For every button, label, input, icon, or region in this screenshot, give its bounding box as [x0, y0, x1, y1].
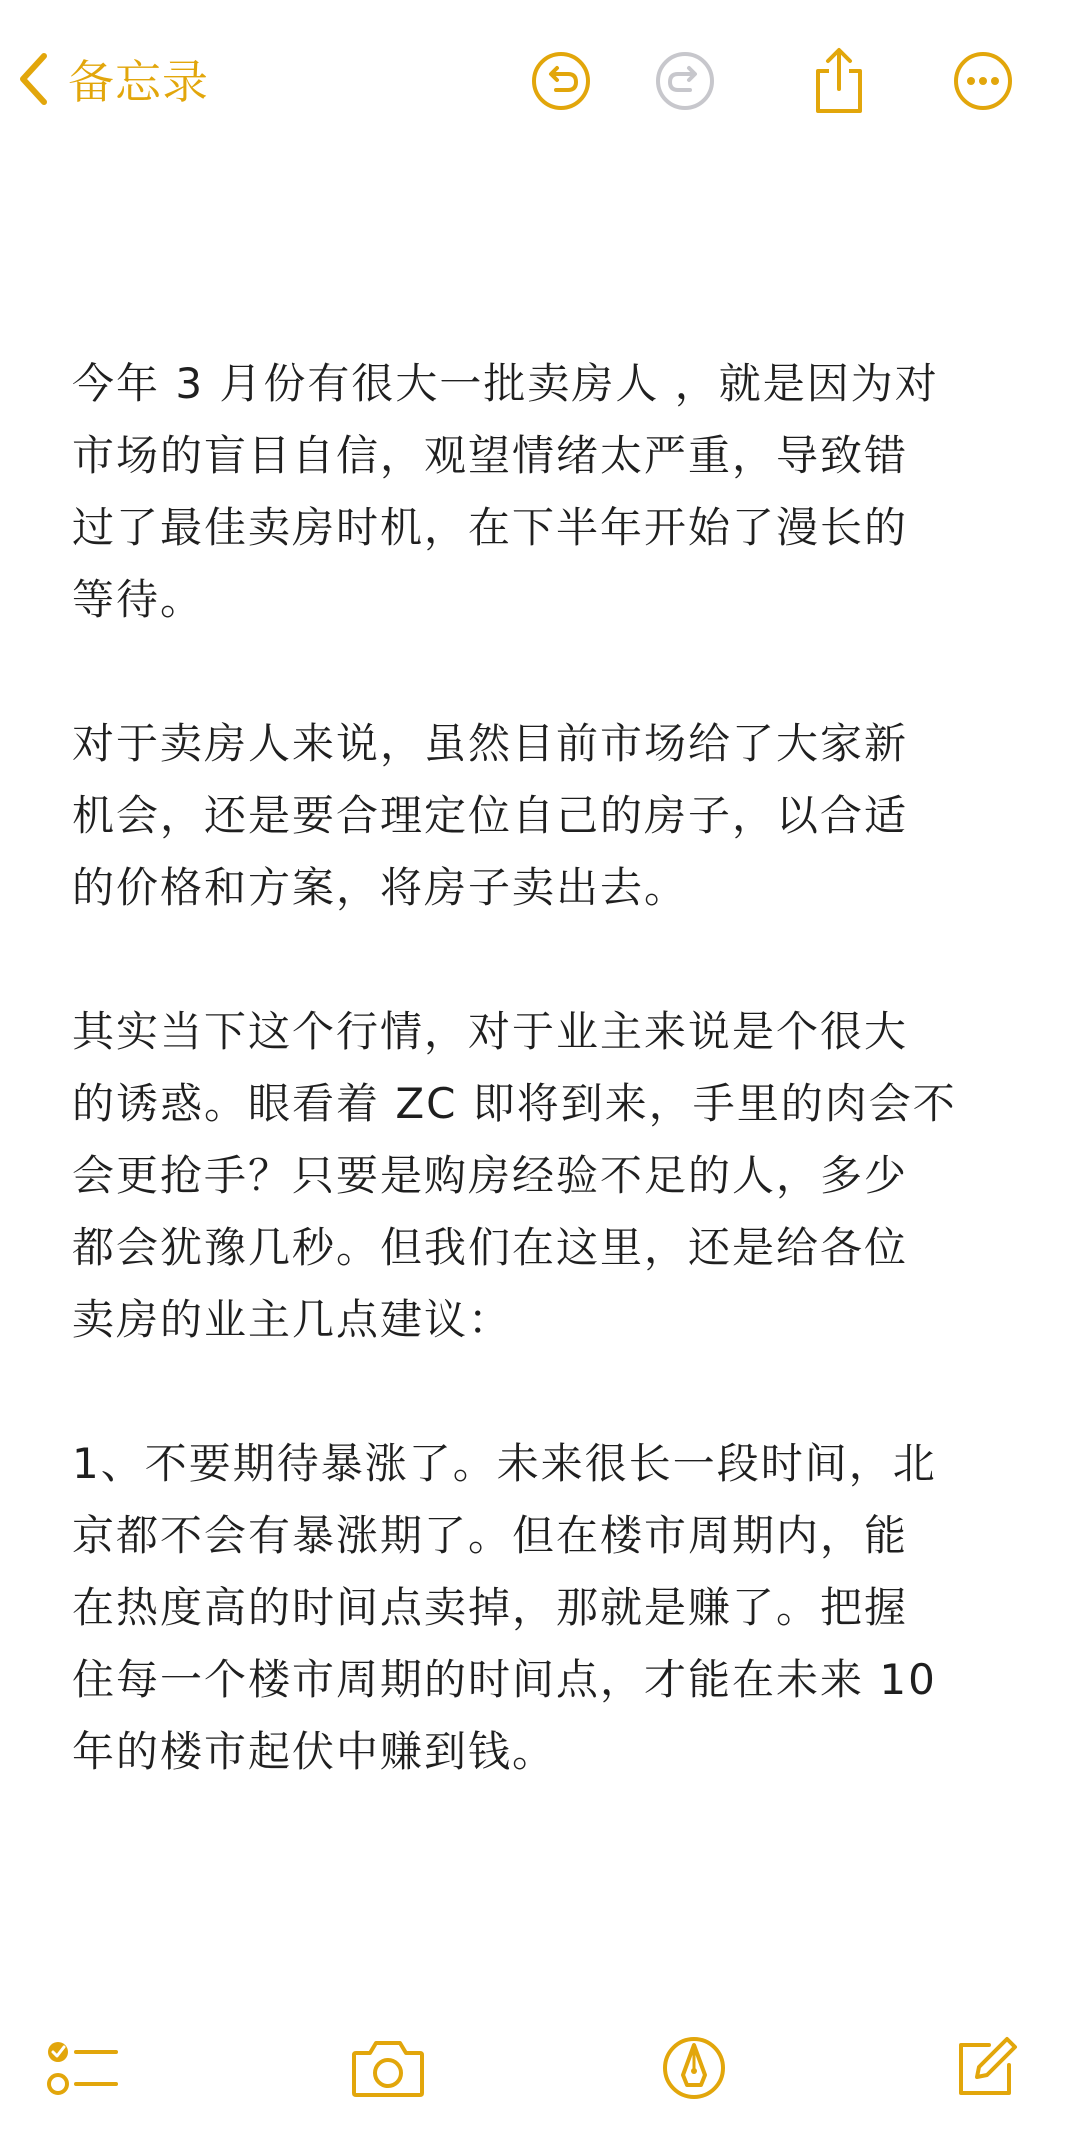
redo-icon	[654, 50, 716, 112]
bottom-toolbar	[0, 2010, 1080, 2120]
back-button[interactable]	[18, 46, 209, 112]
note-paragraph-1[interactable]: 今年 3 月份有很大一批卖房人 ，就是因为对 市场的盲目自信，观望情绪太严重，导致错 过了最佳卖房时机，在下半年开始了漫长的 等待。	[72, 359, 939, 624]
note-content[interactable]	[72, 348, 1032, 1860]
markup-button[interactable]	[656, 2030, 732, 2106]
share-button[interactable]	[806, 48, 872, 114]
more-icon	[952, 50, 1014, 112]
checklist-button[interactable]	[46, 2030, 122, 2106]
camera-icon	[350, 2037, 426, 2099]
note-paragraph-4[interactable]: 1、不要期待暴涨了。未来很长一段时间，北 京都不会有暴涨期了。但在楼市周期内，能 在热度高的时间点卖掉，那就是赚了。把握 住每一个楼市周期的时间点，才能在未来 10 年的楼市起伏中赚到钱。	[72, 1439, 937, 1776]
chevron-left-icon	[18, 52, 48, 106]
checklist-icon	[46, 2036, 122, 2100]
share-icon	[811, 47, 867, 115]
back-label: 备忘录	[68, 55, 209, 109]
redo-button[interactable]	[652, 48, 718, 114]
more-button[interactable]	[950, 48, 1016, 114]
compose-icon	[953, 2035, 1019, 2101]
camera-button[interactable]	[350, 2030, 426, 2106]
undo-icon	[530, 50, 592, 112]
compose-button[interactable]	[948, 2030, 1024, 2106]
navigation-bar	[0, 0, 1080, 165]
note-paragraph-2[interactable]: 对于卖房人来说，虽然目前市场给了大家新 机会，还是要合理定位自己的房子，以合适 的价格和方案，将房子卖出去。	[72, 719, 909, 912]
undo-button[interactable]	[528, 48, 594, 114]
note-paragraph-3[interactable]: 其实当下这个行情，对于业主来说是个很大 的诱惑。眼看着 ZC 即将到来，手里的肉会不 会更抢手？只要是购房经验不足的人，多少 都会犹豫几秒。但我们在这里，还是给各位 卖房的业主几点建议：	[72, 1007, 957, 1344]
markup-pen-icon	[661, 2035, 727, 2101]
